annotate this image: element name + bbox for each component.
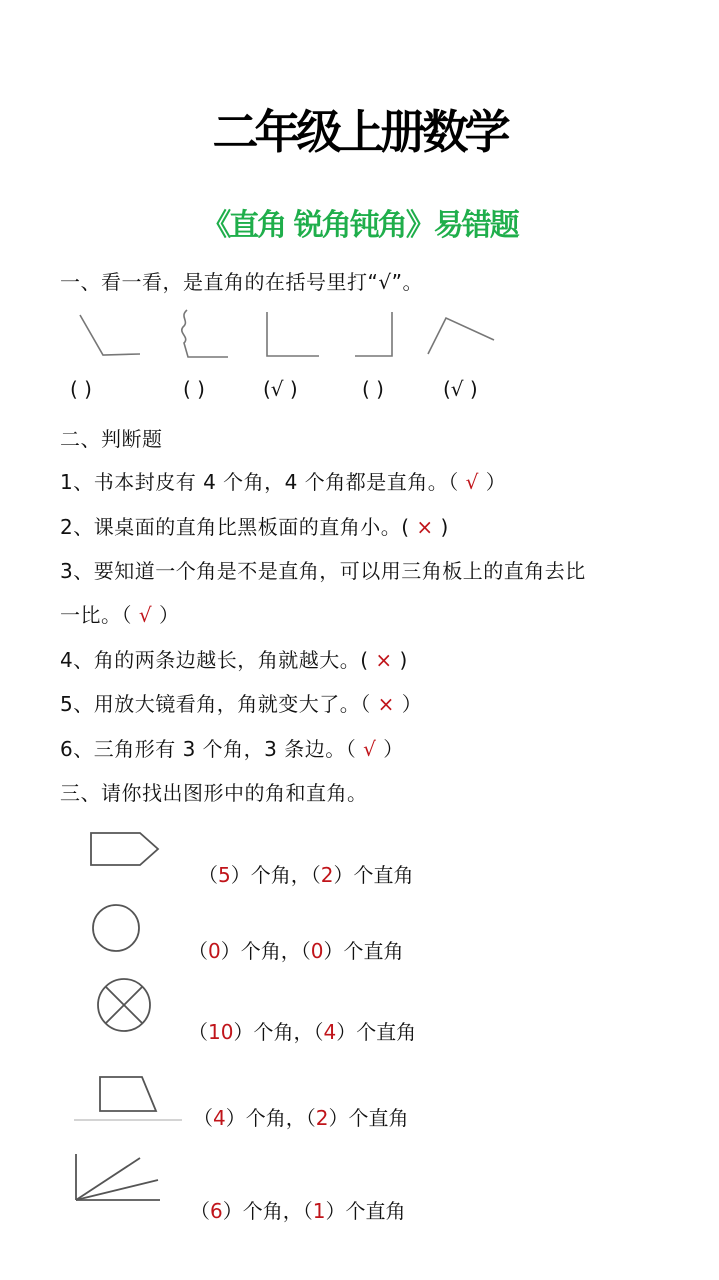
rays-angle-shape [70,1150,165,1205]
judge-close: ） [383,737,404,761]
judge-close: ） [485,470,507,494]
judge-item-6 [60,733,404,762]
judge-item-4 [60,644,408,673]
judge-text: 一比。（ [60,603,132,627]
judge-mark: √ [132,603,159,627]
right-angle-count: 2 [315,1106,329,1130]
judge-text: 5、用放大镜看角，角就变大了。（ [60,692,371,716]
angle-figure-4 [352,310,397,360]
trapezoid-shape [72,1073,187,1123]
section1-heading: 一、看一看，是直角的在括号里打“√”。 [60,270,423,294]
page-title: 二年级上册数学 [212,105,507,159]
judge-close: ) [399,648,408,672]
judge-close: ） [158,603,180,627]
judge-text: 2、课桌面的直角比黑板面的直角小。( [60,515,410,539]
judge-text: 6、三角形有 3 个角，3 条边。（ [60,737,357,761]
right-angle-count: 4 [323,1020,337,1044]
shape-answer-4: （4）个角，（2）个直角 [193,1106,409,1130]
shape-answer-5: （6）个角，（1）个直角 [190,1199,406,1223]
judge-item-5 [60,688,422,717]
judge-mark: √ [356,737,384,761]
answer-2: ( ) [183,377,205,401]
section2-heading: 二、判断题 [60,427,163,451]
judge-close: ） [401,692,423,716]
judge-text: 4、角的两条边越长，角就越大。( [60,648,369,672]
judge-item-3-cont [60,599,179,628]
judge-mark: × [370,692,402,716]
right-angle-count: 2 [320,863,334,887]
judge-mark: × [368,648,400,672]
angle-figure-5 [424,312,499,357]
right-angle-count: 1 [312,1199,326,1223]
judge-mark: √ [458,470,486,494]
angle-count: 10 [208,1020,234,1044]
right-angle-count: 0 [310,939,324,963]
angle-figure-1 [75,310,145,360]
judge-item-1 [60,466,506,495]
page-subtitle: 《直角 锐角钝角》易错题 [201,208,518,243]
judge-text: 1、书本封皮有 4 个角，4 个角都是直角。（ [60,470,459,494]
judge-mark: × [409,515,441,539]
shape-answer-3: （10）个角，（4）个直角 [188,1020,417,1044]
answer-1: ( ) [70,377,92,401]
shape-answer-2: （0）个角，（0）个直角 [188,939,404,963]
angle-figure-3 [263,310,323,360]
judge-close: ) [440,515,449,539]
shape-answer-1: （5）个角，（2）个直角 [198,863,414,887]
crossed-circle-shape [94,975,154,1035]
answer-3: (√ ) [263,377,298,401]
answer-4: ( ) [362,377,384,401]
judge-text: 3、要知道一个角是不是直角，可以用三角板上的直角去比 [60,559,586,583]
section3-heading: 三、请你找出图形中的角和直角。 [60,781,368,805]
angle-count: 5 [218,863,231,887]
angle-figure-2 [170,305,235,363]
angle-count: 0 [208,939,221,963]
judge-item-2 [60,511,449,540]
pentagon-arrow-shape [88,830,163,868]
angle-count: 4 [213,1106,226,1130]
judge-item-3 [60,555,586,584]
answer-5: (√ ) [443,377,478,401]
angle-count: 6 [210,1199,223,1223]
circle-shape [90,902,142,954]
